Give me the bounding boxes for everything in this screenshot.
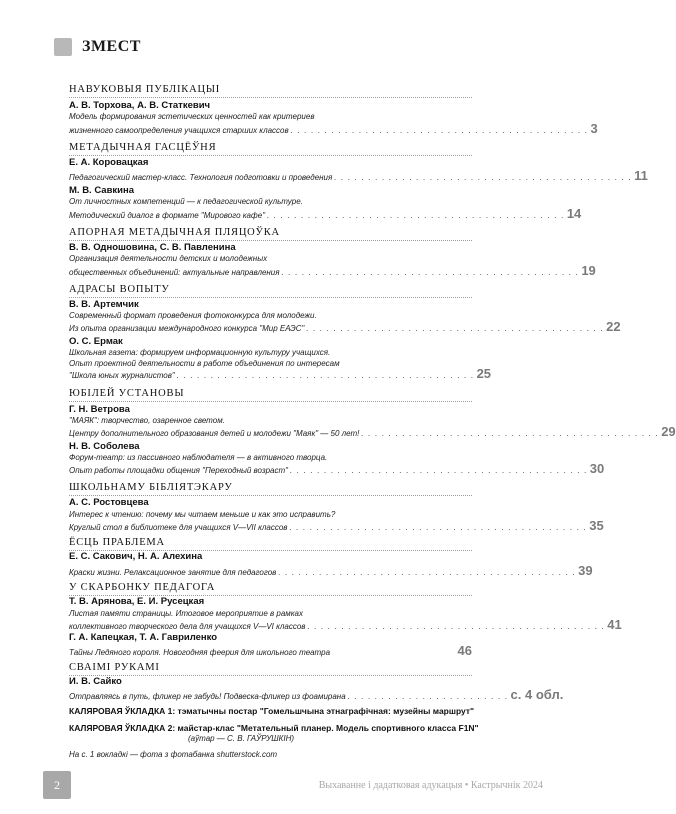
entry-author: Е. А. Коровацкая: [69, 157, 149, 168]
entry-leader-line: [69, 518, 604, 533]
entry-author: И. В. Сайко: [69, 676, 122, 687]
entry-title-line: "Школа юных журналистов": [69, 371, 175, 380]
section-divider: [69, 97, 472, 98]
section-divider: [69, 495, 472, 496]
entry-title-line: Листая памяти страницы. Итоговое мероприятие в рамках: [69, 609, 303, 618]
entry-leader-line: [69, 319, 621, 334]
entry-title-line: Современный формат проведения фотоконкурса для молодежи.: [69, 311, 317, 320]
entry-page-number[interactable]: 19: [581, 263, 596, 278]
entry-leader-line: [69, 263, 596, 278]
dot-leader: . . . . . . . . . . . . . . . . . . . . . . . . . . . . . . . . . . . . . . . . . . . .: [361, 429, 660, 438]
entry-page-number[interactable]: 41: [607, 617, 622, 632]
photo-credit: На с. 1 вокладкі — фота з фотабанка shutterstock.com: [69, 750, 278, 759]
section-title: ШКОЛЬНАМУ БІБЛІЯТЭКАРУ: [69, 482, 233, 493]
dot-leader: . . . . . . . . . . . . . . . . . . . . . . . . . . . . . . . . . . . . . . . . . . . .: [290, 466, 588, 475]
entry-title-line: Модель формирования эстетических ценностей как критериев: [69, 112, 315, 121]
entry-title-line: Форум-театр: из пассивного наблюдателя — в активного творца.: [69, 453, 328, 462]
footer-journal-title: Выхаванне і дадатковая адукацыя • Кастрычнік 2024: [318, 780, 543, 791]
entry-leader-line: [69, 617, 622, 632]
section-divider: [69, 675, 472, 676]
entry-author: Г. А. Капецкая, Т. А. Гавриленко: [69, 632, 218, 643]
entry-title-line: Круглый стол в библиотеке для учащихся V—VII классов: [69, 523, 288, 532]
entry-title-line: Педагогический мастер-класс. Технология подготовки и проведения: [69, 173, 333, 182]
entry-title-line: Интерес к чтению: почему мы читаем меньше и как это исправить?: [69, 510, 336, 519]
entry-leader-line: [69, 687, 564, 702]
dot-leader: . . . . . . . . . . . . . . . . . . . . . . . . . . . . . . . . . . . . . . . . . . . .: [307, 622, 606, 631]
entry-author: В. В. Артемчик: [69, 299, 139, 310]
entry-leader-line: [69, 461, 605, 476]
entry-title-line: Школьная газета: формируем информационную культуру учащихся.: [69, 348, 331, 357]
dot-leader: . . . . . . . . . . . . . . . . . . . . . . . . . . . . . . . . . . . . . . . . . . . .: [278, 568, 577, 577]
footer-page-number: 2: [43, 771, 71, 799]
section-title: ЁСЦЬ ПРАБЛЕМА: [69, 537, 165, 548]
dot-leader: . . . . . . . . . . . . . . . . . . . . . . . . . . . . . . . . . . . . . . . . . . . .: [290, 126, 589, 135]
entry-title-line: общественных объединений: актуальные направления: [69, 268, 280, 277]
entry-page-number[interactable]: с. 4 обл.: [510, 687, 564, 702]
entry-author: М. В. Савкина: [69, 185, 135, 196]
entry-page-number[interactable]: 30: [589, 461, 605, 476]
color-insert-2: КАЛЯРОВАЯ ЎКЛАДКА 2: майстар-клас "Метательный планер. Модель спортивного класса F1N": [69, 723, 479, 733]
entry-author: Н. В. Соболева: [69, 441, 140, 452]
entry-title-line: Опыт проектной деятельности в работе объединения по интересам: [69, 359, 340, 368]
section-title: НАВУКОВЫЯ ПУБЛІКАЦЫІ: [69, 84, 221, 95]
entry-leader-line: [69, 366, 492, 381]
entry-title-line: "МАЯК": творчество, озаренное светом.: [69, 416, 225, 425]
entry-page-number[interactable]: 35: [589, 518, 604, 533]
section-title: СВАІМІ РУКАМІ: [69, 662, 160, 673]
entry-title-line: Методический диалог в формате "Мирового кафе": [69, 211, 266, 220]
entry-page-number[interactable]: 25: [476, 366, 492, 381]
section-title: АДРАСЫ ВОПЫТУ: [69, 284, 170, 295]
entry-author: А. В. Торхова, А. В. Статкевич: [69, 100, 211, 111]
entry-author: А. С. Ростовцева: [69, 497, 149, 508]
section-title: АПОРНАЯ МЕТАДЫЧНАЯ ПЛЯЦОЎКА: [69, 227, 280, 238]
entry-title-line: Центру дополнительного образования детей и молодежи "Маяк" — 50 лет!: [69, 429, 360, 438]
section-divider: [69, 155, 472, 156]
dot-leader: . . . . . . . . . . . . . . . . . . . . . . . . . . . . . . . . . . . . . . . . . . . .: [281, 268, 580, 277]
entry-leader-line: [69, 168, 648, 183]
entry-author: Е. С. Сакович, Н. А. Алехина: [69, 551, 203, 562]
page-title: ЗМЕСТ: [82, 38, 141, 55]
entry-leader-line: [69, 644, 472, 657]
entry-author: О. С. Ермак: [69, 336, 123, 347]
dot-leader: . . . . . . . . . . . . . . . . . . . . . . . . . . . . . . . . . . . . . . . . . . . .: [267, 211, 565, 220]
entry-title-line: коллективного творческого дела для учащихся V—VI классов: [69, 622, 306, 631]
entry-page-number[interactable]: 39: [578, 563, 593, 578]
entry-title-line: От личностных компетенций — к педагогической культуре.: [69, 197, 303, 206]
entry-title-line: Организация деятельности детских и молодежных: [69, 254, 268, 263]
page-header: [54, 36, 141, 58]
entry-author: В. В. Одношовина, С. В. Павленина: [69, 242, 236, 253]
dot-leader: . . . . . . . . . . . . . . . . . . . . . . . . . . . . . . . . . . . . . . . . . . . .: [289, 523, 588, 532]
header-square-icon: [54, 38, 72, 56]
entry-title-line: Краски жизни. Релаксационное занятие для педагогов: [69, 568, 277, 577]
color-insert-1: КАЛЯРОВАЯ ЎКЛАДКА 1: тэматычны постар "Гомельшчына этнаграфічная: музейны маршрут": [69, 706, 475, 716]
entry-page-number[interactable]: 11: [634, 168, 648, 183]
entry-page-number[interactable]: 46: [457, 643, 472, 658]
entry-page-number[interactable]: 29: [661, 424, 676, 439]
entry-page-number[interactable]: 14: [566, 206, 582, 221]
section-divider: [69, 401, 472, 402]
dot-leader: . . . . . . . . . . . . . . . . . . . . . . . . . . . . . . . . . . . . . . . . . . . .: [176, 371, 475, 380]
color-insert-2-author: (аўтар — С. В. ГАЎРУШКІН): [188, 734, 295, 743]
entry-leader-line: [69, 121, 598, 136]
entry-title-line: Из опыта организации международного конкурса "Мир ЕАЭС": [69, 324, 305, 333]
section-divider: [69, 240, 472, 241]
dot-leader: . . . . . . . . . . . . . . . . . . . . . . . .: [347, 692, 509, 701]
dot-leader: . . . . . . . . . . . . . . . . . . . . . . . . . . . . . . . . . . . . . . . . . . . .: [306, 324, 605, 333]
section-title: У СКАРБОНКУ ПЕДАГОГА: [69, 582, 216, 593]
section-divider: [69, 297, 472, 298]
entry-leader-line: [69, 563, 593, 578]
entry-page-number[interactable]: 22: [606, 319, 621, 334]
entry-page-number[interactable]: 3: [590, 121, 598, 136]
entry-author: Т. В. Арянова, Е. И. Русецкая: [69, 596, 205, 607]
section-title: МЕТАДЫЧНАЯ ГАСЦЁЎНЯ: [69, 142, 217, 153]
section-title: ЮБІЛЕЙ УСТАНОВЫ: [69, 388, 185, 399]
entry-title-line: жизненного самоопределения учащихся старших классов: [69, 126, 289, 135]
dot-leader: . . . . . . . . . . . . . . . . . . . . . . . . . . . . . . . . . . . . . . . . . . . .: [334, 173, 633, 182]
entry-title-line: Тайны Ледяного короля. Новогодняя феерия для школьного театра: [69, 648, 331, 657]
entry-title-line: Опыт работы площадки общения "Переходный возраст": [69, 466, 289, 475]
entry-title-line: Отправляясь в путь, фликер не забудь! Подвеска-фликер из фоамирана: [69, 692, 346, 701]
entry-author: Г. Н. Ветрова: [69, 404, 130, 415]
entry-leader-line: [69, 206, 582, 221]
entry-leader-line: [69, 424, 676, 439]
